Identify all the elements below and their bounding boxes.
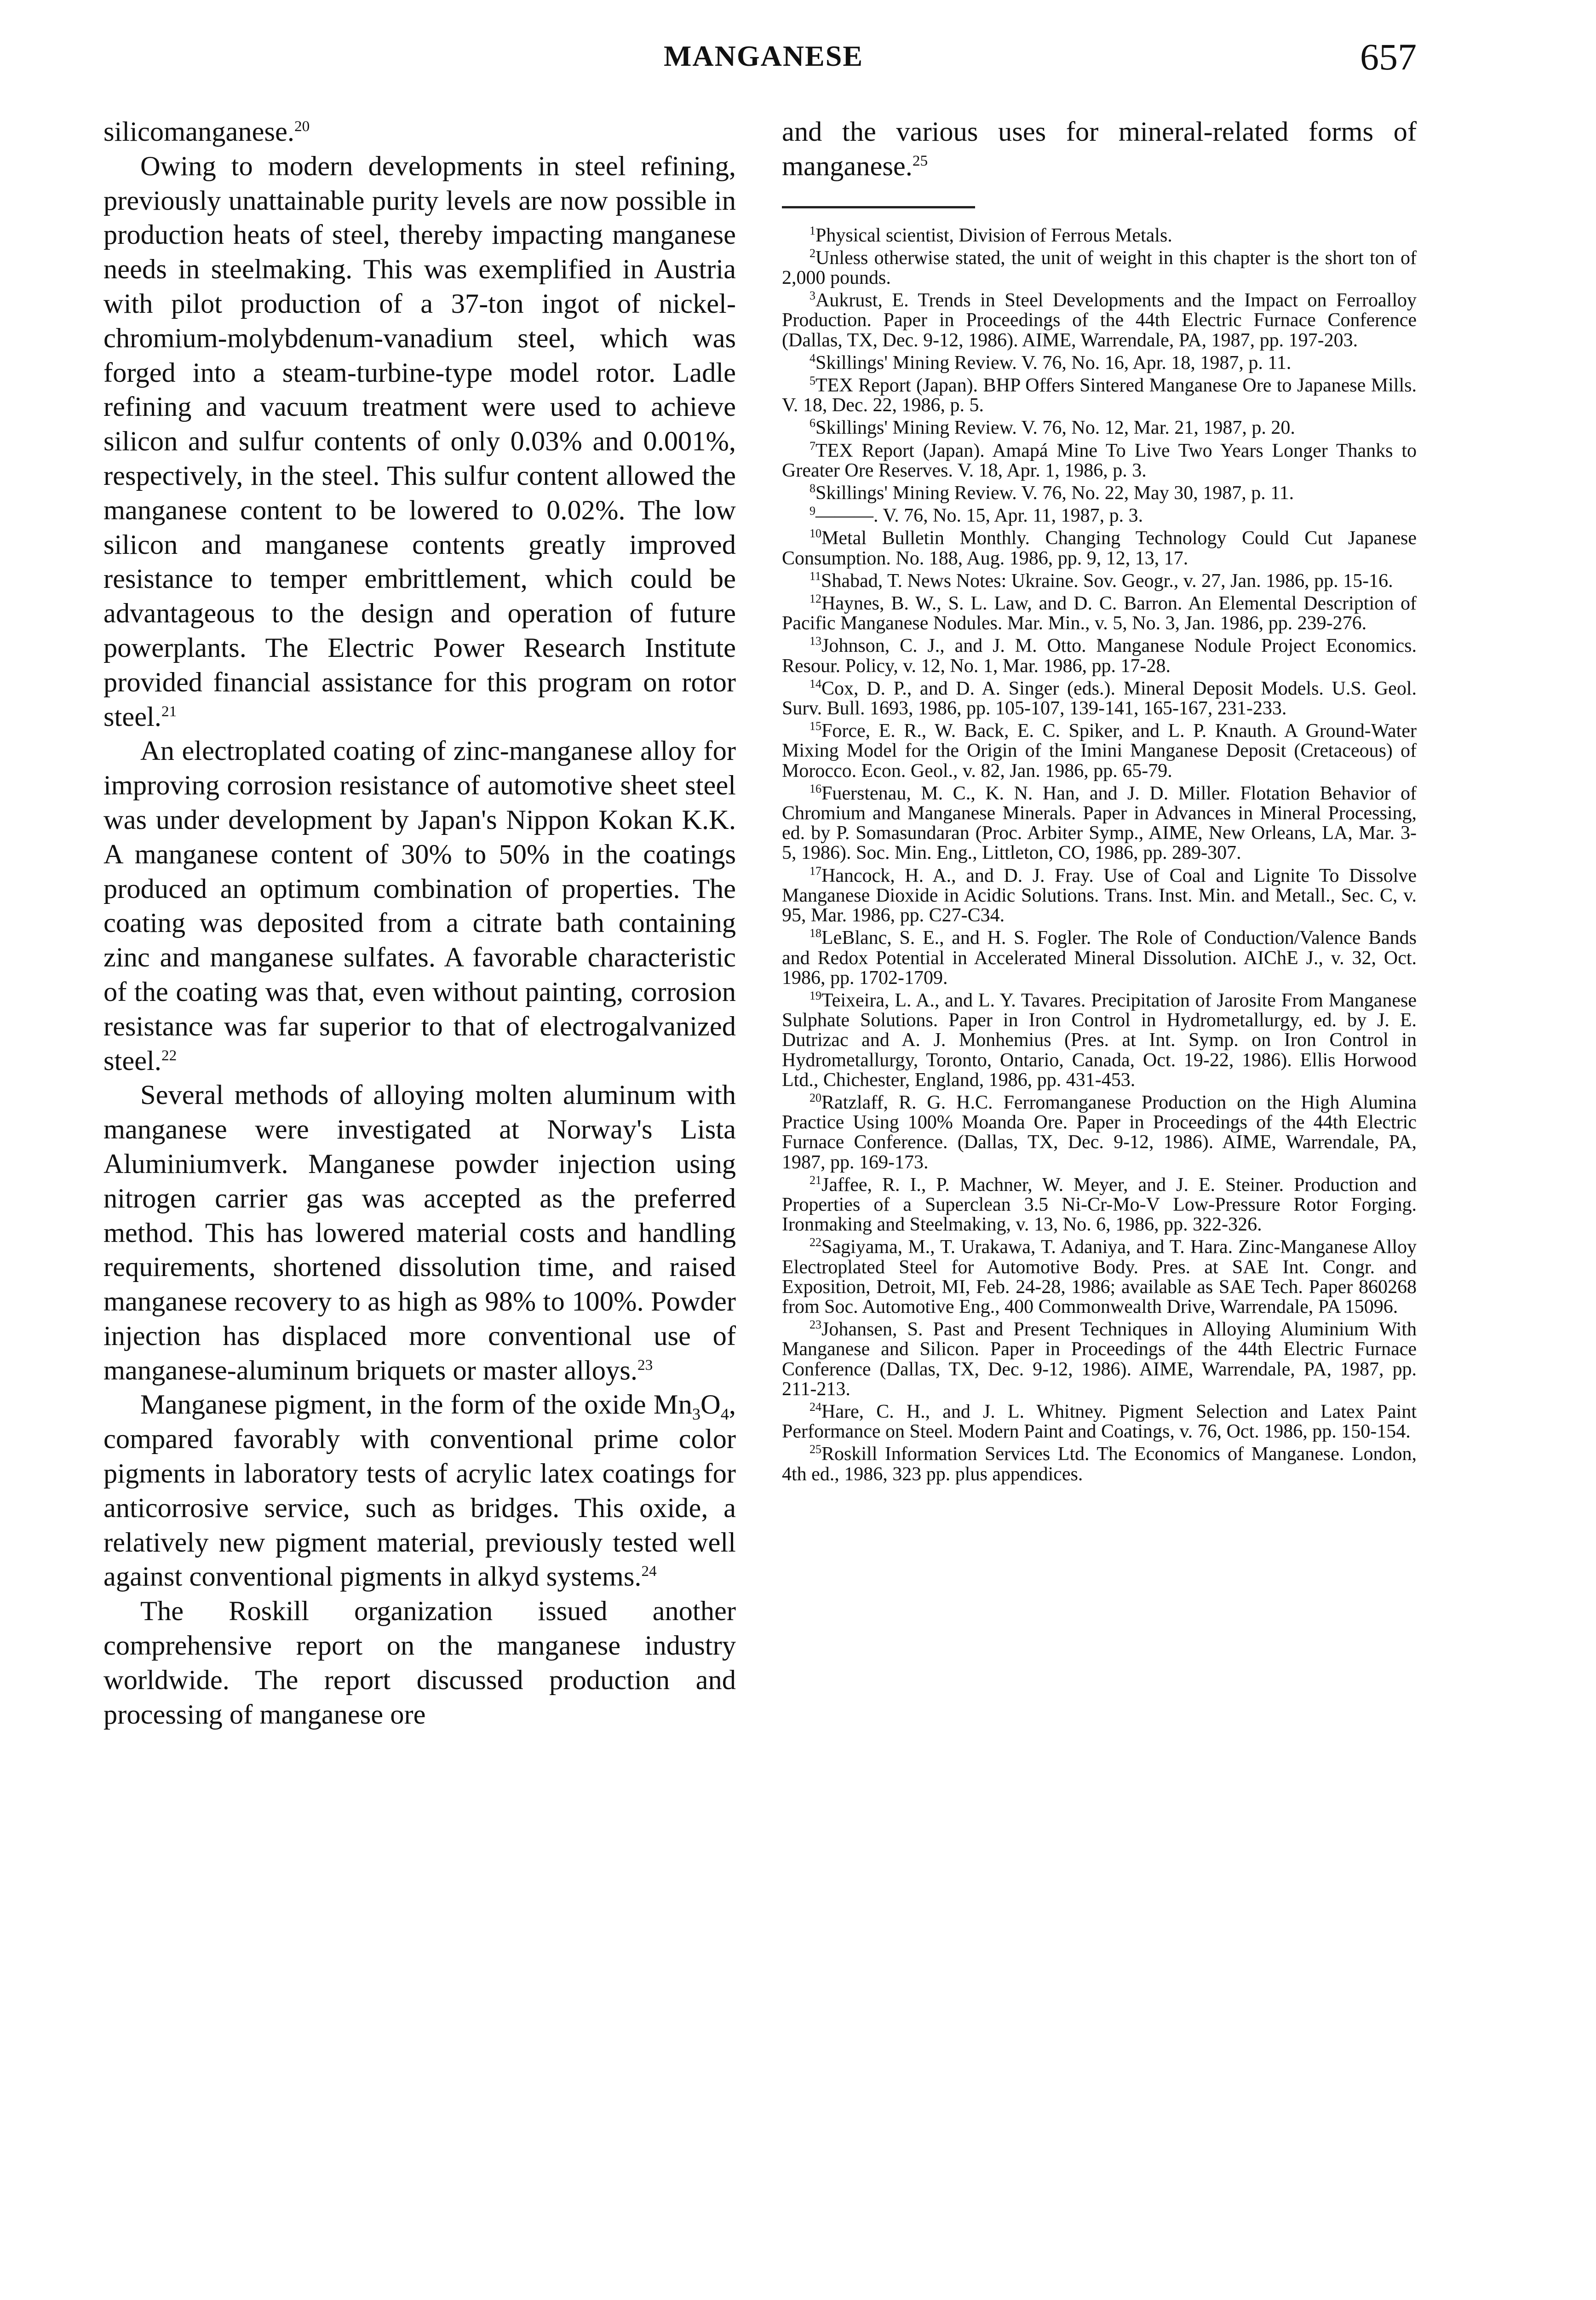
footnote <box>782 866 1417 926</box>
footnote-number: 19 <box>809 989 822 1002</box>
footnote-text: Skillings' Mining Review. V. 76, No. 12, Mar. 21, 1987, p. 20. <box>815 417 1295 439</box>
footnote <box>782 1444 1417 1484</box>
footnote-text: Cox, D. P., and D. A. Singer (eds.). Mineral Deposit Models. U.S. Geol. Surv. Bull. 1693, 1986, pp. 105-107, 139-141, 165-167, 231-233. <box>782 678 1417 719</box>
footnote-number: 13 <box>809 634 822 648</box>
footnote-text: Ratzlaff, R. G. H.C. Ferromanganese Production on the High Alumina Practice Using 100% Moanda Ore. Paper in Proceedings of the 44th Electric Furnace Conference. (Dallas, TX, Dec. 9-12, 1986). AIME, Warrendale, PA, 1987, pp. 169-173. <box>782 1092 1417 1173</box>
paragraph-text: Several methods of alloying molten aluminum with manganese were investigated at Norway's Lista Aluminiumverk. Manganese powder injection using nitrogen carrier gas was accepted as the preferred method. This has lowered material costs and handling requirements, shortened dissolution time, and raised manganese recovery to as high as 98% to 100%. Powder injection has displaced more conventional use of manganese-aluminum briquets or master alloys. <box>103 1080 736 1386</box>
footnote <box>782 1402 1417 1442</box>
footnote-text: Physical scientist, Division of Ferrous Metals. <box>815 224 1172 246</box>
footnote <box>782 418 1417 438</box>
footnote <box>782 506 1417 526</box>
footnote-number: 12 <box>809 592 822 606</box>
footnote-number: 15 <box>809 719 822 733</box>
footnote <box>782 291 1417 351</box>
paragraph-5 <box>103 1594 736 1732</box>
footnote-number: 7 <box>809 439 816 453</box>
footnote-number: 3 <box>809 289 816 303</box>
paragraph-text: An electroplated coating of zinc-manganese alloy for improving corrosion resistance of automotive sheet steel was under development by Japan's Nippon Kokan K.K. A manganese content of 30% to 50% in the coatings produced an optimum combination of properties. The coating was deposited from a citrate bath containing zinc and manganese sulfates. A favorable characteristic of the coating was that, even without painting, corrosion resistance was far superior to that of electrogalvanized steel. <box>103 736 736 1076</box>
paragraph-0 <box>103 115 736 150</box>
footnote <box>782 636 1417 676</box>
footnote-number: 21 <box>809 1173 822 1187</box>
footnote-number: 23 <box>809 1318 822 1332</box>
footnote-ref: 25 <box>912 152 928 169</box>
right-column <box>782 115 1417 1487</box>
footnote-number: 24 <box>809 1400 822 1414</box>
paragraph-text: O <box>700 1389 721 1420</box>
paragraph-4 <box>103 1388 736 1594</box>
footnote <box>782 248 1417 288</box>
page-number: 657 <box>1360 36 1417 78</box>
footnote-text: Fuerstenau, M. C., K. N. Han, and J. D. Miller. Flotation Behavior of Chromium and Manganese Minerals. Paper in Advances in Mineral Processing, ed. by P. Somasundaran (Proc. Arbiter Symp., AIME, New Orleans, LA, Mar. 3-5, 1986). Soc. Min. Eng., Littleton, CO, 1986, pp. 289-307. <box>782 782 1417 864</box>
footnote <box>782 928 1417 988</box>
left-column <box>103 115 736 1732</box>
footnote <box>782 483 1417 503</box>
footnote-number: 22 <box>809 1236 822 1249</box>
footnotes-list <box>782 226 1417 1484</box>
footnote-text: Hancock, H. A., and D. J. Fray. Use of Coal and Lignite To Dissolve Manganese Dioxide in Acidic Solutions. Trans. Inst. Min. and Metall., Sec. C, v. 95, Mar. 1986, pp. C27-C34. <box>782 865 1417 926</box>
footnote-text: Sagiyama, M., T. Urakawa, T. Adaniya, and T. Hara. Zinc-Manganese Alloy Electroplated Steel for Automotive Body. Pres. at SAE Int. Congr. and Exposition, Detroit, MI, Feb. 24-28, 1986; available as SAE Tech. Paper 860268 from Soc. Automotive Eng., 400 Commonwealth Drive, Warrendale, PA 15096. <box>782 1236 1417 1317</box>
paragraph-text: , compared favorably with conventional prime color pigments in laboratory tests of acrylic latex coatings for anticorrosive service, such as bridges. This oxide, a relatively new pigment material, previously tested well against conventional pigments in alkyd systems. <box>103 1389 736 1593</box>
footnote-number: 18 <box>809 926 822 940</box>
footnote-text: TEX Report (Japan). Amapá Mine To Live Two Years Longer Thanks to Greater Ore Reserves. V. 18, Apr. 1, 1986, p. 3. <box>782 440 1417 481</box>
paragraph-text: Manganese pigment, in the form of the oxide Mn <box>140 1389 692 1420</box>
footnote-text: TEX Report (Japan). BHP Offers Sintered Manganese Ore to Japanese Mills. V. 18, Dec. 22, 1986, p. 5. <box>782 375 1417 416</box>
footnote-number: 2 <box>809 246 816 260</box>
footnote-text: Roskill Information Services Ltd. The Economics of Manganese. London, 4th ed., 1986, 323 pp. plus appendices. <box>782 1443 1417 1485</box>
footnote-number: 5 <box>809 374 816 388</box>
footnote-number: 14 <box>809 677 822 690</box>
page-header <box>110 36 1417 90</box>
footnote-text: Johansen, S. Past and Present Techniques in Alloying Aluminium With Manganese and Silicon. Paper in Proceedings of the 44th Electric Furnace Conference (Dallas, TX, Dec. 9-12, 1986). AIME, Warrendale, PA, 1987, pp. 211-213. <box>782 1319 1417 1400</box>
paragraph-text: silicomanganese. <box>103 116 294 147</box>
running-title: MANGANESE <box>663 40 864 72</box>
footnote-ref: 22 <box>161 1046 177 1064</box>
footnote <box>782 226 1417 246</box>
footnote-text: Haynes, B. W., S. L. Law, and D. C. Barron. An Elemental Description of Pacific Manganese Nodules. Mar. Min., v. 5, No. 3, Jan. 1986, pp. 239-276. <box>782 593 1417 634</box>
paragraph-1 <box>103 150 736 735</box>
footnote-number: 6 <box>809 416 816 430</box>
paragraph-text: and the various uses for mineral-related forms of manganese. <box>782 116 1417 182</box>
footnote <box>782 529 1417 568</box>
paragraph-text: The Roskill organization issued another comprehensive report on the manganese industry worldwide. The report discussed production and processing of manganese ore <box>103 1596 736 1730</box>
footnote-text: LeBlanc, S. E., and H. S. Fogler. The Role of Conduction/Valence Bands and Redox Potential in Accelerated Mineral Dissolution. AIChE J., v. 32, Oct. 1986, pp. 1702-1709. <box>782 927 1417 989</box>
footnote <box>782 571 1417 591</box>
footnote <box>782 1093 1417 1173</box>
footnote-number: 9 <box>809 504 816 518</box>
footnote-text: Unless otherwise stated, the unit of weight in this chapter is the short ton of 2,000 pounds. <box>782 247 1417 288</box>
footnote <box>782 991 1417 1090</box>
footnote-number: 20 <box>809 1091 822 1104</box>
footnote <box>782 1175 1417 1235</box>
footnote <box>782 1320 1417 1399</box>
footnote-text: Metal Bulletin Monthly. Changing Technology Could Cut Japanese Consumption. No. 188, Aug. 1986, pp. 9, 12, 13, 17. <box>782 528 1417 569</box>
paragraph-2 <box>103 734 736 1078</box>
paragraph-continuation <box>782 115 1417 184</box>
subscript: 3 <box>692 1405 701 1424</box>
footnote <box>782 1237 1417 1317</box>
footnote-text: Hare, C. H., and J. L. Whitney. Pigment Selection and Latex Paint Performance on Steel. Modern Paint and Coatings, v. 76, Oct. 1986, pp. 150-154. <box>782 1401 1417 1443</box>
footnote-divider <box>782 206 975 208</box>
paragraph-3 <box>103 1078 736 1388</box>
footnote <box>782 784 1417 863</box>
footnote <box>782 441 1417 481</box>
footnote-number: 1 <box>809 224 816 237</box>
footnote-number: 16 <box>809 782 822 795</box>
footnote-number: 10 <box>809 527 822 540</box>
footnote-text: Aukrust, E. Trends in Steel Developments and the Impact on Ferroalloy Production. Paper in Proceedings of the 44th Electric Furnace Conference (Dallas, TX, Dec. 9-12, 1986). AIME, Warrendale, PA, 1987, pp. 197-203. <box>782 290 1417 351</box>
footnote-text: Force, E. R., W. Back, E. C. Spiker, and L. P. Knauth. A Ground-Water Mixing Model for the Origin of the Imini Manganese Deposit (Cretaceous) of Morocco. Econ. Geol., v. 82, Jan. 1986, pp. 65-79. <box>782 720 1417 782</box>
footnote-ref: 24 <box>641 1563 657 1580</box>
footnote <box>782 679 1417 719</box>
footnote-ref: 23 <box>637 1356 653 1374</box>
footnote <box>782 721 1417 781</box>
footnote-number: 11 <box>809 569 821 583</box>
footnote-ref: 20 <box>294 117 310 135</box>
footnote-number: 25 <box>809 1443 822 1456</box>
footnote-text: ———. V. 76, No. 15, Apr. 11, 1987, p. 3. <box>815 505 1143 527</box>
footnote <box>782 353 1417 373</box>
footnote-text: Shabad, T. News Notes: Ukraine. Sov. Geogr., v. 27, Jan. 1986, pp. 15-16. <box>821 570 1393 592</box>
footnote-text: Skillings' Mining Review. V. 76, No. 22, May 30, 1987, p. 11. <box>815 483 1294 504</box>
footnote-text: Skillings' Mining Review. V. 76, No. 16, Apr. 18, 1987, p. 11. <box>815 352 1292 374</box>
footnote <box>782 376 1417 415</box>
footnote-number: 4 <box>809 351 816 365</box>
footnote-number: 8 <box>809 482 816 495</box>
subscript: 4 <box>720 1405 729 1424</box>
paragraph-text: Owing to modern developments in steel refining, previously unattainable purity levels are now possible in production heats of steel, thereby impacting manganese needs in steelmaking. This was exemplified in Austria with pilot production of a 37-ton ingot of nickel-chromium-molybdenum-vanadium steel, which was forged into a steam-turbine-type model rotor. Ladle refining and vacuum treatment were used to achieve silicon and sulfur contents of only 0.03% and 0.001%, respectively, in the steel. This sulfur content allowed the manganese content to be lowered to 0.02%. The low silicon and manganese contents greatly improved resistance to temper embrittlement, which could be advantageous to the design and operation of future powerplants. The Electric Power Research Institute provided financial assistance for this program on rotor steel. <box>103 150 736 732</box>
footnote-text: Johnson, C. J., and J. M. Otto. Manganese Nodule Project Economics. Resour. Policy, v. 12, No. 1, Mar. 1986, pp. 17-28. <box>782 635 1417 677</box>
footnote-number: 17 <box>809 864 822 878</box>
footnote-ref: 21 <box>161 702 177 720</box>
footnote-text: Jaffee, R. I., P. Machner, W. Meyer, and J. E. Steiner. Production and Properties of a Superclean 3.5 Ni-Cr-Mo-V Low-Pressure Rotor Forging. Ironmaking and Steelmaking, v. 13, No. 6, 1986, pp. 322-326. <box>782 1174 1417 1236</box>
footnote <box>782 594 1417 633</box>
footnote-text: Teixeira, L. A., and L. Y. Tavares. Precipitation of Jarosite From Manganese Sulphate Solutions. Paper in Iron Control in Hydrometallurgy, ed. by J. E. Dutrizac and A. J. Monhemius (Pres. at Int. Symp. on Iron Control in Hydrometallurgy, Toronto, Ontario, Canada, Oct. 19-22, 1986). Ellis Horwood Ltd., Chichester, England, 1986, pp. 431-453. <box>782 989 1417 1091</box>
